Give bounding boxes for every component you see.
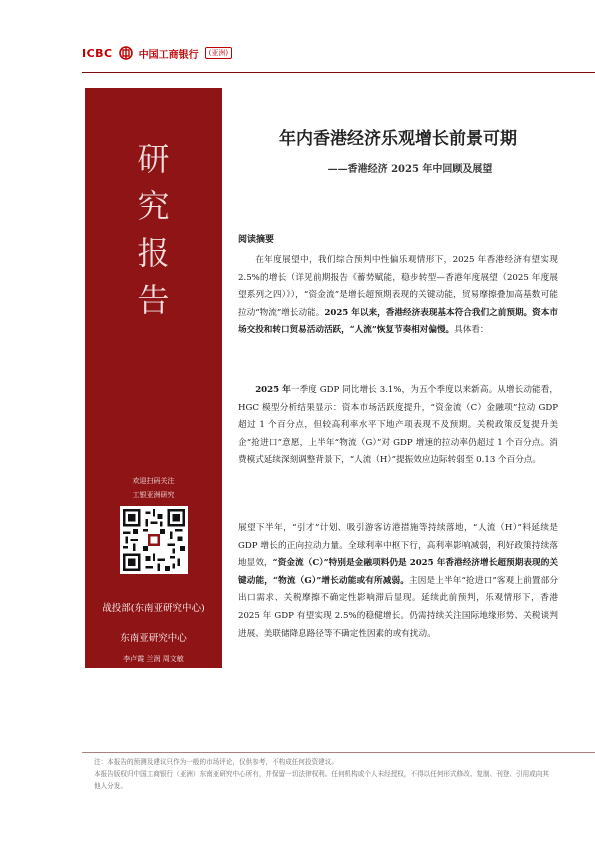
section-heading: 阅读摘要 xyxy=(238,235,275,245)
report-subtitle: ——香港经济 2025 年中回顾及展望 xyxy=(327,164,493,175)
disclaimer-copyright: 本报告版权归中国工商银行（亚洲）东南亚研究中心所有，并保留一切法律权利。任何机构或个人未经授权，不得以任何形式修改、复制、刊登、引用或向其他人分发。 xyxy=(94,770,549,790)
header-rule xyxy=(82,72,595,73)
disclaimer xyxy=(94,756,554,792)
department-line2: 东南亚研究中心 xyxy=(120,633,187,644)
title-char: 告 xyxy=(137,281,170,319)
icbc-logo-icon xyxy=(119,46,133,60)
summary-paragraph-3: 展望下半年，“引才”计划、吸引游客访港措施等持续落地，“人流（H）”料延续是 GDP 增长的正向拉动力量。全球利率中枢下行，高利率影响减弱，利好政策持续落地显效，“资金流（C）”特别是金融项料仍是 2025 年香港经济增长超预期表现的关键动能，“物流（G）”增长动能或有所减弱。主因是上半年“抢进口”客观上前置部分出口需求、关税摩擦不确定性影响滞后显现。延续此前预判，乐观情形下，香港 2025 年 GDP 有望实现 2.5%的稳健增长。仍需持续关注国际地缘形势、关税谈判进展、美联储降息路径等不确定性因素的或有扰动。 xyxy=(238,523,558,639)
summary-paragraph-2: 2025 年一季度 GDP 同比增长 3.1%，为五个季度以来新高。从增长动能看，HGC 模型分析结果显示：资本市场活跃度提升，“资金流（C）金融项”拉动 GDP 超过 1 个百分点，但较高利率水平下地产项表现不及预期。关税政策反复提升美企“抢进口”意愿，上半年“物流（G）”对 GDP 增速的拉动率仍超过 1 个百分点。消费模式延续深刻调整背景下，“人流（H）”提振效应边际转弱至 0.13 个百分点。 xyxy=(238,385,558,466)
authors: 李卢霞 兰润 周文敏 xyxy=(123,655,184,663)
follow-note-line2: 工银亚洲研究 xyxy=(132,491,175,499)
qr-code-icon xyxy=(123,509,185,571)
report-sidebar xyxy=(85,88,222,668)
department-line1: 战投部(东南亚研究中心) xyxy=(102,603,205,614)
disclaimer-note: 注：本报告的预测及建议只作为一般的市场评论，仅供参考，不构成任何投资建议。 xyxy=(94,758,338,766)
brand-latin: ICBC xyxy=(82,46,113,60)
sidebar-title xyxy=(85,136,222,324)
title-char: 报 xyxy=(137,234,170,272)
brand-region: (亚洲) xyxy=(205,47,232,59)
follow-note-line1: 欢迎扫码关注 xyxy=(132,477,175,485)
footer-rule xyxy=(82,752,595,753)
qr-code[interactable] xyxy=(120,506,188,574)
page-header xyxy=(82,38,232,68)
title-char: 研 xyxy=(137,140,170,178)
brand-name: 中国工商银行 xyxy=(138,49,199,61)
title-char: 究 xyxy=(137,187,170,225)
summary-paragraph-1: 在年度展望中，我们综合预判中性偏乐观情形下，2025 年香港经济有望实现 2.5%的增长（详见前期报告《蓄势赋能，稳步转型—香港年度展望（2025 年度展望系列之四）》），“资金流”是增长超预期表现的关键动能，贸易摩擦叠加高基数可能拉动“物流”增长动能。2025 年以来，香港经济表现基本符合我们之前预期。资本市场交投和转口贸易活动活跃，“人流”恢复节奏相对偏慢。具体看： xyxy=(238,255,558,336)
report-title: 年内香港经济乐观增长前景可期 xyxy=(279,129,517,149)
